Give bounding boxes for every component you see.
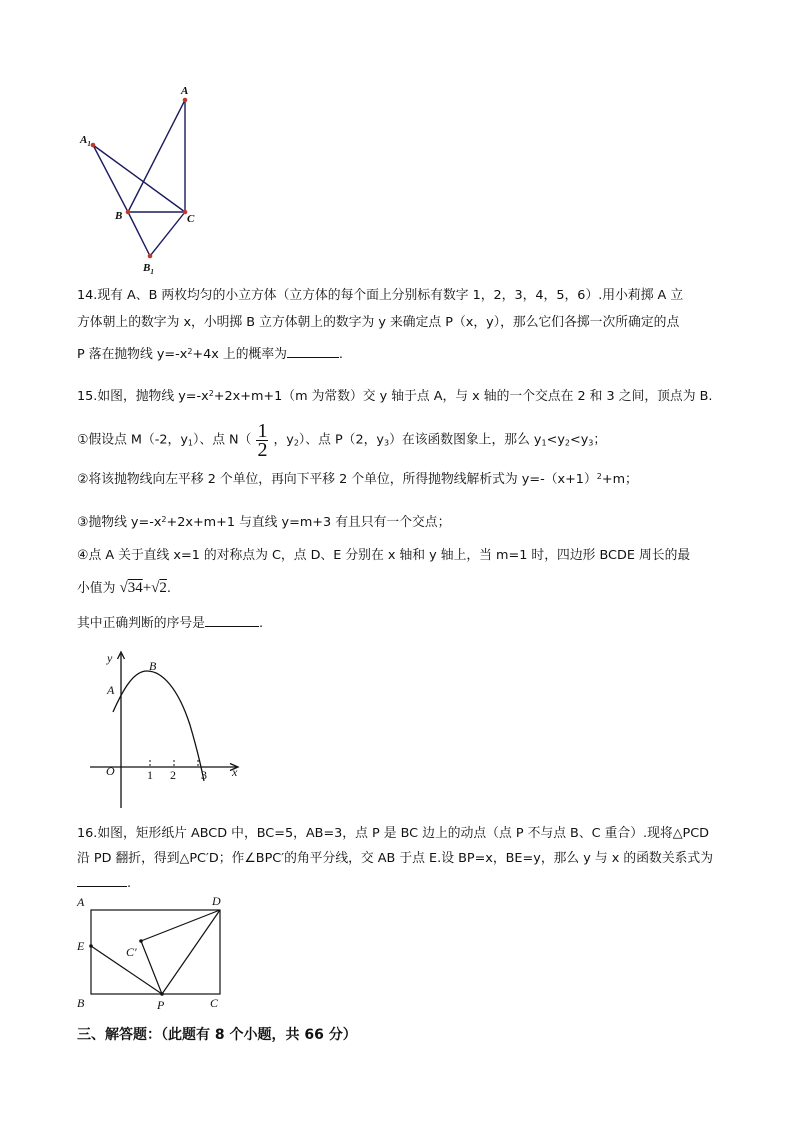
point-B [126, 210, 131, 215]
segment-BB1 [128, 212, 150, 256]
segment-CB1 [150, 212, 185, 256]
q16-line1: 16.如图，矩形纸片 ABCD 中，BC=5，AB=3，点 P 是 BC 边上的动点（点 P 不与点 B、C 重合）.现将△PCD [77, 826, 710, 841]
label-A: A [181, 85, 189, 97]
q16-line2: 沿 PD 翻折，得到△PC′D；作∠BPC′的角平分线，交 AB 于点 E.设 BP=x，BE=y，那么 y 与 x 的函数关系式为 [77, 851, 714, 866]
label-x: x [232, 765, 238, 779]
label-A: A [107, 683, 115, 697]
point-C1 [139, 939, 143, 943]
answer-blank-q16[interactable] [77, 874, 127, 887]
segment-AB [128, 100, 185, 212]
label-A: A [77, 895, 85, 909]
label-C-prime: C′ [126, 945, 137, 959]
q15-statement-4-line1: ④点 A 关于直线 x=1 的对称点为 C，点 D、E 分别在 x 轴和 y 轴上，当 m=1 时，四边形 BCDE 周长的最 [77, 548, 691, 563]
label-B: B [115, 210, 123, 222]
answer-blank-q14[interactable] [287, 345, 339, 358]
sqrt-expression: √34+√2 [119, 580, 167, 596]
answer-blank-q15[interactable] [205, 614, 259, 627]
point-E [89, 944, 93, 948]
label-y: y [107, 651, 113, 665]
q16-line3: . [77, 874, 131, 892]
segment-A1C [93, 145, 185, 212]
point-A1 [91, 143, 96, 148]
q15-statement-2: ②将该抛物线向左平移 2 个单位，再向下平移 2 个单位，所得抛物线解析式为 $y=-(x+1)^2+m$； [77, 472, 638, 487]
label-origin: O [106, 764, 115, 778]
tick-label-1: 1 [147, 768, 153, 782]
parabola-curve [113, 671, 204, 781]
segment-PD [162, 910, 220, 994]
segment-PC1 [141, 941, 162, 994]
fraction-one-half: $\frac{1}{2}$ [257, 420, 268, 461]
q15-statement-4-line2: 小值为 √34+√2. [77, 580, 171, 596]
segment-C1D [141, 910, 220, 941]
q15-statement-3: ③抛物线 $y=-x^2+2x+m+1$ 与直线 y=m+3 有且只有一个交点； [77, 515, 451, 530]
label-B1: $B_1$ [143, 262, 154, 276]
label-A1: $A_1$ [80, 134, 91, 148]
q14-line1: 14.现有 A、B 两枚均匀的小立方体（立方体的每个面上分别标有数字 1，2，3，4，5，6）.用小莉掷 A 立 [77, 288, 684, 303]
triangle-figure [76, 82, 206, 282]
segment-A1B [93, 145, 128, 212]
q15-ask: 其中正确判断的序号是 . [77, 616, 264, 631]
tick-label-2: 2 [170, 768, 176, 782]
tick-label-3: 3 [201, 768, 207, 782]
label-D: D [212, 894, 221, 908]
rectangle-figure [70, 890, 230, 1015]
q15-stem: 15.如图，抛物线 $y=-x^2+2x+m+1(m$ 为常数）交 y 轴于点 A，与 x 轴的一个交点在 2 和 3 之间，顶点为 B. [77, 389, 713, 404]
point-P [160, 992, 164, 996]
label-C: C [210, 996, 219, 1010]
point-A [183, 98, 188, 103]
q14-line2: 方体朝上的数字为 x，小明掷 B 立方体朝上的数字为 y 来确定点 P（x，y），那么它们各掷一次所确定的点 [77, 315, 680, 330]
q15-statement-1: ①假设点 M（-2，$y_1$）、点 N（ $\frac{1}{2}$ ，$y_2$）、点 P（2，$y_3$）在该函数图象上，那么 $y_1<y_2<y_3$； [77, 420, 607, 461]
section-heading-answers: 三、解答题：（此题有 8 个小题，共 66 分） [77, 1027, 357, 1043]
label-P: P [157, 998, 165, 1012]
label-B: B [149, 659, 157, 673]
q14-line3: P 落在抛物线 $y=-x^2+4x$ 上的概率为 . [77, 347, 343, 362]
rectangle-ABCD [91, 910, 220, 994]
parabola-figure [88, 644, 248, 812]
point-B1 [148, 254, 153, 259]
label-C: C [187, 213, 195, 225]
label-B: B [77, 996, 85, 1010]
label-E: E [77, 939, 85, 953]
